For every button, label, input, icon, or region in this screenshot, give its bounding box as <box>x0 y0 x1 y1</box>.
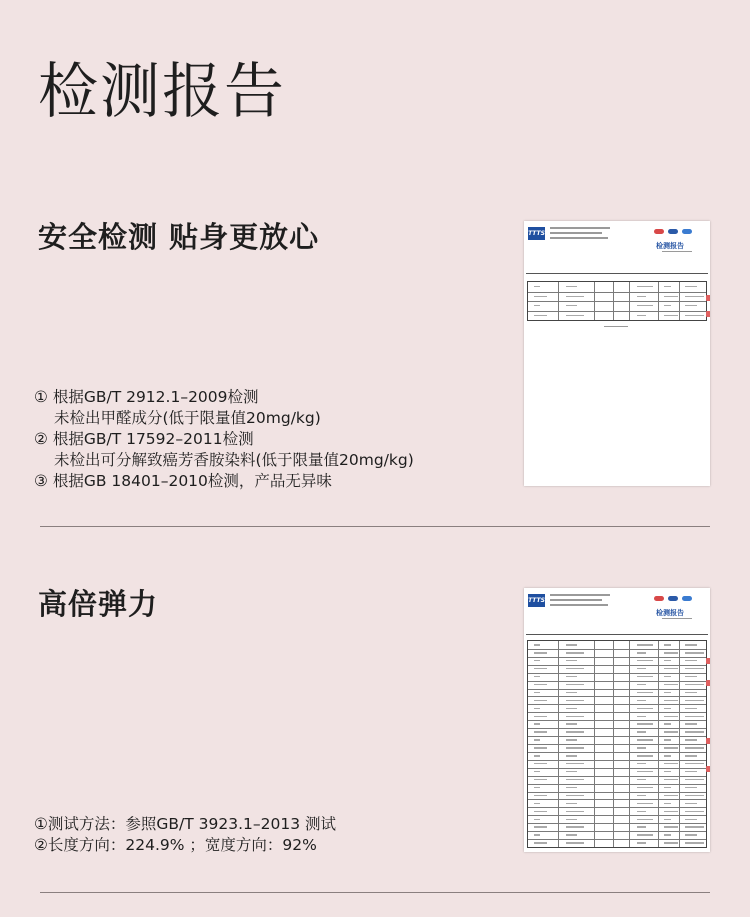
report-table-cell-text <box>566 787 577 788</box>
report-table-cell-text <box>566 676 577 677</box>
report-table-row-line <box>528 696 706 697</box>
report-table-cell-text <box>685 803 697 804</box>
page-title: 检测报告 <box>38 57 286 127</box>
report-table-cell-text <box>637 747 646 748</box>
report-table-row-line <box>528 311 706 312</box>
report-table-row-line <box>528 720 706 721</box>
report-table-row-line <box>528 712 706 713</box>
report-table-cell-text <box>664 305 671 306</box>
report-table-cell-text <box>637 771 653 772</box>
report-table-cell-text <box>685 692 697 693</box>
report-table-cell-text <box>685 755 697 756</box>
report-table-cell-text <box>637 723 653 724</box>
test-report-image-safety <box>524 221 710 486</box>
report-table-cell-text <box>566 684 584 685</box>
report-table-cell-text <box>637 787 653 788</box>
report-table-cell-text <box>566 644 577 645</box>
report-table-cell-text <box>534 296 547 297</box>
report-table-row-line <box>528 301 706 302</box>
report-table-cell-text <box>664 842 678 843</box>
report-table-cell-text <box>664 731 678 732</box>
report-table-cell-text <box>534 668 547 669</box>
report-table-cell-text <box>534 731 547 732</box>
report-table-cell-text <box>566 296 584 297</box>
report-table-cell-text <box>566 723 577 724</box>
report-table-cell-text <box>534 315 547 316</box>
report-table-cell-text <box>664 779 678 780</box>
report-table-cell-text <box>685 842 704 843</box>
report-table-cell-text <box>566 668 584 669</box>
report-table-row-line <box>528 768 706 769</box>
report-table-cell-text <box>637 286 653 287</box>
report-table-cell-text <box>566 834 577 835</box>
report-table-cell-text <box>534 803 540 804</box>
report-table-cell-text <box>685 652 704 653</box>
report-table-cell-text <box>534 763 547 764</box>
elasticity-note-2: ②长度方向：224.9% ；宽度方向：92% <box>34 836 317 854</box>
report-table-row-line <box>528 776 706 777</box>
report-table-cell-text <box>664 286 671 287</box>
report-table <box>527 640 707 848</box>
report-title: 检测报告 <box>656 609 684 617</box>
report-table-cell-text <box>685 286 697 287</box>
report-table-cell-text <box>664 723 671 724</box>
report-table-cell-text <box>664 716 678 717</box>
safety-note-2: 未检出甲醛成分(低于限量值20mg/kg) <box>54 409 321 427</box>
report-table-cell-text <box>566 826 584 827</box>
report-table-cell-text <box>637 676 653 677</box>
report-table-cell-text <box>685 644 697 645</box>
report-table-cell-text <box>685 747 704 748</box>
report-title: 检测报告 <box>656 242 684 250</box>
report-table <box>527 281 707 321</box>
report-table-cell-text <box>664 315 678 316</box>
report-table-cell-text <box>685 305 697 306</box>
report-table-cell-text <box>534 771 540 772</box>
safety-note-5: ③ 根据GB 18401–2010检测，产品无异味 <box>34 472 332 490</box>
report-table-cell-text <box>664 811 678 812</box>
report-table-row-line <box>528 673 706 674</box>
report-table-cell-text <box>685 676 697 677</box>
safety-note-3: ② 根据GB/T 17592–2011检测 <box>34 430 254 448</box>
report-table-cell-text <box>637 755 653 756</box>
report-table-row-line <box>528 799 706 800</box>
report-table-cell-text <box>664 668 678 669</box>
report-table-cell-text <box>566 716 584 717</box>
safety-notes <box>34 387 414 492</box>
report-table-row-line <box>528 665 706 666</box>
report-table-cell-text <box>685 716 704 717</box>
section-divider <box>40 526 710 527</box>
report-table-cell-text <box>685 731 704 732</box>
report-table-cell-text <box>566 795 584 796</box>
report-table-row-line <box>528 689 706 690</box>
report-table-cell-text <box>534 826 547 827</box>
report-table-cell-text <box>637 826 646 827</box>
report-table-cell-text <box>566 747 584 748</box>
report-table-cell-text <box>637 811 646 812</box>
report-table-cell-text <box>637 795 646 796</box>
report-table-cell-text <box>685 779 704 780</box>
report-table-cell-text <box>534 842 547 843</box>
report-table-cell-text <box>534 700 547 701</box>
report-table-cell-text <box>664 296 678 297</box>
report-table-cell-text <box>637 296 646 297</box>
report-table-row-line <box>528 704 706 705</box>
report-table-cell-text <box>685 315 704 316</box>
report-logo: TTTS <box>528 227 545 240</box>
report-table-cell-text <box>685 708 697 709</box>
report-table-cell-text <box>685 700 704 701</box>
report-table-cell-text <box>685 819 697 820</box>
report-table-cell-text <box>664 826 678 827</box>
report-table-cell-text <box>637 668 646 669</box>
report-table-cell-text <box>685 771 697 772</box>
report-table-cell-text <box>534 652 547 653</box>
report-table-cell-text <box>566 739 577 740</box>
report-table-row-line <box>528 831 706 832</box>
report-table-cell-text <box>664 652 678 653</box>
report-table-cell-text <box>534 755 540 756</box>
report-table-cell-text <box>566 771 577 772</box>
report-table-cell-text <box>685 795 704 796</box>
report-table-row-line <box>528 823 706 824</box>
report-table-cell-text <box>637 716 646 717</box>
report-table-row-line <box>528 681 706 682</box>
report-table-cell-text <box>566 660 577 661</box>
report-table-cell-text <box>534 684 547 685</box>
elasticity-notes <box>34 814 336 856</box>
report-table-cell-text <box>534 739 540 740</box>
report-table-cell-text <box>637 708 653 709</box>
report-table-row-line <box>528 807 706 808</box>
report-table-cell-text <box>534 692 540 693</box>
report-table-row-line <box>528 752 706 753</box>
report-table-cell-text <box>685 811 704 812</box>
report-table-cell-text <box>664 819 671 820</box>
report-table-cell-text <box>637 834 653 835</box>
report-table-cell-text <box>566 286 577 287</box>
report-table-cell-text <box>566 315 584 316</box>
report-table-cell-text <box>637 684 646 685</box>
report-table-cell-text <box>566 692 577 693</box>
report-table-cell-text <box>566 305 577 306</box>
report-table-row-line <box>528 839 706 840</box>
test-report-image-elasticity <box>524 588 710 852</box>
report-table-cell-text <box>664 755 671 756</box>
report-table-cell-text <box>566 708 577 709</box>
report-table-cell-text <box>534 779 547 780</box>
report-table-cell-text <box>637 660 653 661</box>
report-table-cell-text <box>534 286 540 287</box>
report-table-cell-text <box>566 652 584 653</box>
section-heading-elasticity: 高倍弹力 <box>38 587 159 621</box>
report-table-cell-text <box>566 700 584 701</box>
report-table-row-line <box>528 744 706 745</box>
report-table-row-line <box>528 649 706 650</box>
report-table-row-line <box>528 815 706 816</box>
report-table-row-line <box>528 784 706 785</box>
report-table-cell-text <box>685 739 697 740</box>
report-table-cell-text <box>664 763 678 764</box>
report-table-cell-text <box>534 644 540 645</box>
section-heading-safety: 安全检测 贴身更放心 <box>38 220 320 254</box>
report-table-cell-text <box>664 660 671 661</box>
report-table-cell-text <box>637 739 653 740</box>
report-table-cell-text <box>637 803 653 804</box>
report-table-cell-text <box>685 787 697 788</box>
report-table-cell-text <box>637 692 653 693</box>
report-table-cell-text <box>637 652 646 653</box>
report-table-cell-text <box>534 723 540 724</box>
report-table-cell-text <box>637 700 646 701</box>
report-table-cell-text <box>566 803 577 804</box>
report-table-cell-text <box>664 795 678 796</box>
report-table-cell-text <box>637 779 646 780</box>
report-table-cell-text <box>664 708 671 709</box>
report-table-cell-text <box>566 811 584 812</box>
report-table-cell-text <box>534 716 547 717</box>
section-divider <box>40 892 710 893</box>
report-table-cell-text <box>534 747 547 748</box>
report-table-cell-text <box>637 819 653 820</box>
report-table-cell-text <box>664 676 671 677</box>
report-table-cell-text <box>685 826 704 827</box>
report-table-row-line <box>528 728 706 729</box>
report-table-cell-text <box>566 731 584 732</box>
report-table-cell-text <box>566 842 584 843</box>
report-table-cell-text <box>566 763 584 764</box>
report-table-row-line <box>528 292 706 293</box>
report-table-cell-text <box>664 739 671 740</box>
report-table-row-line <box>528 736 706 737</box>
report-table-cell-text <box>664 803 671 804</box>
report-table-row-line <box>528 657 706 658</box>
report-table-cell-text <box>534 676 540 677</box>
report-table-cell-text <box>637 842 646 843</box>
safety-note-1: ① 根据GB/T 2912.1–2009检测 <box>34 388 259 406</box>
report-table-cell-text <box>534 305 540 306</box>
report-table-cell-text <box>637 763 646 764</box>
report-table-cell-text <box>664 834 671 835</box>
report-table-cell-text <box>664 787 671 788</box>
report-table-cell-text <box>664 700 678 701</box>
report-table-cell-text <box>534 819 540 820</box>
report-logo: TTTS <box>528 594 545 607</box>
report-table-cell-text <box>534 708 540 709</box>
report-table-cell-text <box>685 684 704 685</box>
report-table-cell-text <box>566 779 584 780</box>
safety-note-4: 未检出可分解致癌芳香胺染料(低于限量值20mg/kg) <box>54 451 414 469</box>
report-table-cell-text <box>637 315 646 316</box>
report-table-cell-text <box>664 747 678 748</box>
report-table-cell-text <box>685 723 697 724</box>
report-table-cell-text <box>685 668 704 669</box>
report-table-row-line <box>528 760 706 761</box>
report-table-cell-text <box>566 819 577 820</box>
report-table-cell-text <box>685 834 697 835</box>
report-table-cell-text <box>637 731 646 732</box>
report-table-cell-text <box>534 795 547 796</box>
report-table-cell-text <box>664 644 671 645</box>
report-table-cell-text <box>664 684 678 685</box>
report-table-cell-text <box>685 296 704 297</box>
report-table-cell-text <box>566 755 577 756</box>
report-table-cell-text <box>664 692 671 693</box>
report-table-cell-text <box>685 763 704 764</box>
report-table-cell-text <box>534 811 547 812</box>
report-table-cell-text <box>664 771 671 772</box>
report-table-cell-text <box>534 834 540 835</box>
report-table-cell-text <box>534 787 540 788</box>
report-table-cell-text <box>637 644 653 645</box>
report-table-cell-text <box>534 660 540 661</box>
report-table-row-line <box>528 792 706 793</box>
report-table-cell-text <box>637 305 653 306</box>
elasticity-note-1: ①测试方法：参照GB/T 3923.1–2013 测试 <box>34 815 337 833</box>
report-table-cell-text <box>685 660 697 661</box>
